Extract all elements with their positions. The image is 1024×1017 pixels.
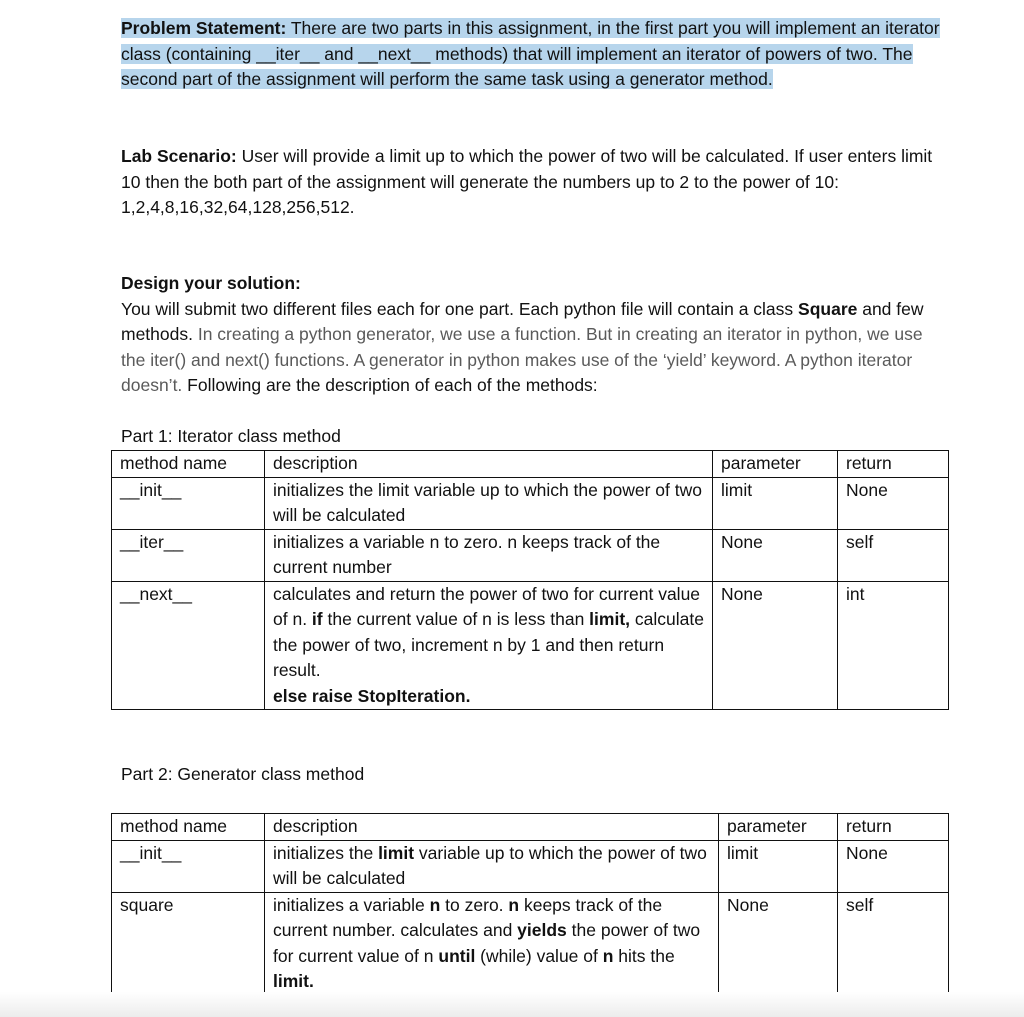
method-name-cell: square: [112, 892, 265, 995]
description-cell: initializes the limit variable up to which the power of two will be calculated: [265, 477, 713, 529]
desc-part: the current value of n is less than: [322, 609, 590, 629]
description-cell: [265, 840, 719, 892]
table-header-row: [112, 451, 949, 478]
design-heading: Design your solution:: [121, 273, 301, 293]
part1-table: [111, 450, 949, 710]
parameter-cell: limit: [719, 840, 838, 892]
header-return: return: [838, 814, 949, 841]
design-text-2: and few methods.: [121, 298, 924, 344]
return-cell: self: [838, 892, 949, 995]
desc-bold-else: else raise StopIteration.: [273, 685, 471, 706]
description-cell: [265, 892, 719, 995]
desc-part: calculates and return the power of two for current value of n.: [273, 583, 701, 629]
part1-caption: Part 1: Iterator class method: [121, 426, 341, 446]
design-grey-text: In creating a python generator, we use a function. But in creating an iterator in python, we use the iter() and next() functions. A generator in python makes use of the ‘yield’ keyword. A python iterator doesn’t.: [121, 324, 923, 395]
lab-text: User will provide a limit up to which the power of two will be calculated. If user enters limit 10 then the both part of the assignment will generate the numbers up to 2 to the power of 10: 1,2,4,8,16,32,64,128,256,512.: [121, 146, 933, 217]
desc-part: initializes a variable: [273, 894, 430, 915]
desc-bold-limit: limit: [378, 842, 415, 863]
parameter-cell: limit: [713, 477, 838, 529]
desc-bold-limit: limit.: [273, 971, 314, 991]
desc-bold-n: n: [429, 894, 441, 915]
return-cell: None: [838, 477, 949, 529]
desc-bold-yields: yields: [517, 920, 567, 940]
table-row: [112, 581, 949, 710]
return-cell: None: [838, 840, 949, 892]
header-return: return: [838, 451, 949, 478]
method-name-cell: __iter__: [112, 529, 265, 581]
header-parameter: parameter: [719, 814, 838, 841]
header-method-name: method name: [112, 451, 265, 478]
part2-table: [111, 813, 949, 996]
desc-part: calculate the power of two, increment n by 1 and then return result.: [273, 609, 704, 680]
table-row: [112, 529, 949, 581]
desc-bold-n: n: [602, 945, 614, 966]
page-bottom-edge: [0, 992, 1024, 1017]
desc-part: variable up to which the power of two will be calculated: [273, 842, 707, 888]
lab-label: Lab Scenario:: [121, 146, 237, 166]
header-description: description: [265, 451, 713, 478]
return-cell: int: [838, 581, 949, 710]
header-description: description: [265, 814, 719, 841]
design-text-1: You will submit two different files each for one part. Each python file will contain a class: [121, 298, 799, 319]
table-header-row: [112, 814, 949, 841]
desc-part: the power of two for current value of n: [273, 920, 701, 966]
desc-part: initializes the: [273, 842, 379, 863]
desc-part: keeps track of the current number. calculates and: [273, 894, 663, 940]
desc-part: to zero.: [440, 894, 509, 915]
table-row: [112, 840, 949, 892]
table-row: [112, 477, 949, 529]
desc-bold-until: until: [438, 945, 476, 966]
problem-text: There are two parts in this assignment, in the first part you will implement an iterator class (containing __iter__ and __next__ methods) that will implement an iterator of powers of two. The second part of the assignment will perform the same task using a generator method.: [121, 18, 940, 89]
method-name-cell: __next__: [112, 581, 265, 710]
parameter-cell: None: [713, 581, 838, 710]
design-section: [121, 271, 951, 399]
method-name-cell: __init__: [112, 840, 265, 892]
parameter-cell: None: [719, 892, 838, 995]
desc-bold-limit: limit,: [589, 609, 631, 629]
problem-statement: [121, 16, 951, 93]
part2-caption: Part 2: Generator class method: [121, 764, 365, 784]
desc-bold-if: if: [311, 609, 323, 629]
method-name-cell: __init__: [112, 477, 265, 529]
problem-label: Problem Statement:: [121, 18, 287, 38]
design-class-name: Square: [798, 298, 858, 319]
desc-part: hits the: [613, 945, 675, 966]
description-cell: initializes a variable n to zero. n keeps track of the current number: [265, 529, 713, 581]
return-cell: self: [838, 529, 949, 581]
desc-part: (while) value of: [475, 945, 603, 966]
desc-bold-n: n: [508, 894, 520, 915]
design-text-3: Following are the description of each of the methods:: [182, 375, 598, 395]
parameter-cell: None: [713, 529, 838, 581]
header-method-name: method name: [112, 814, 265, 841]
lab-scenario: [121, 144, 941, 221]
header-parameter: parameter: [713, 451, 838, 478]
description-cell: [265, 581, 713, 710]
table-row: [112, 892, 949, 995]
